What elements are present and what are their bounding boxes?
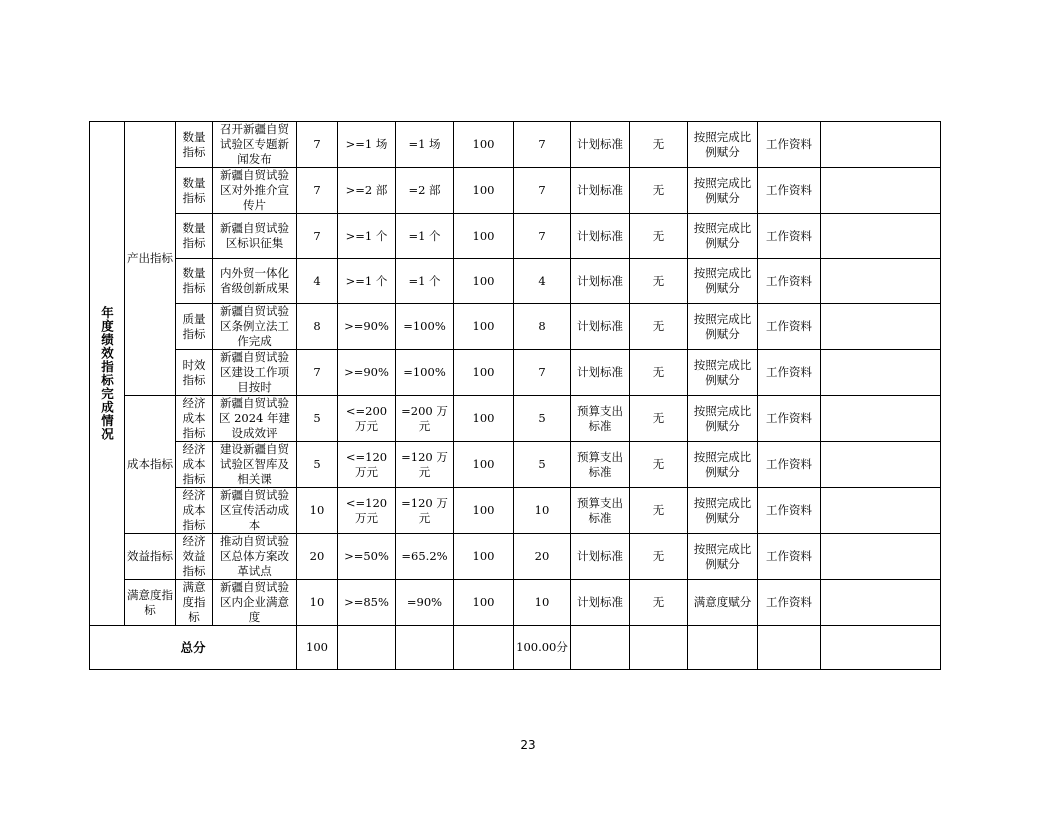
scoring-method-cell — [688, 350, 758, 396]
data-source: 工作资料 — [766, 503, 812, 517]
deviation: 无 — [652, 319, 665, 333]
target-value: >=90% — [344, 319, 389, 333]
scoring-method-cell — [688, 259, 758, 304]
indicator-name-cell — [213, 488, 297, 534]
evaluation-basis: 计划标准 — [577, 549, 623, 563]
target-value-cell — [338, 350, 396, 396]
completion-rate-cell — [454, 259, 514, 304]
data-source-cell — [758, 350, 821, 396]
indicator-name-cell — [213, 580, 297, 626]
scoring-method-cell — [688, 534, 758, 580]
score-cell — [514, 259, 571, 304]
indicator-name: 推动自贸试验区总体方案改革试点 — [220, 534, 289, 578]
page-number: 23 — [520, 738, 536, 752]
scoring-method: 按照完成比例赋分 — [693, 129, 752, 159]
completion-rate: 100 — [472, 595, 495, 609]
weight-cell — [297, 122, 338, 168]
weight: 7 — [313, 365, 321, 379]
deviation-cell — [630, 259, 688, 304]
completion-rate-cell — [454, 122, 514, 168]
indicator-type-cell — [176, 488, 213, 534]
score: 10 — [534, 595, 550, 609]
note-cell — [821, 168, 941, 214]
indicator-name: 新疆自贸试验区宣传活动成本 — [220, 488, 289, 532]
total-empty-method — [688, 626, 758, 670]
actual-value-cell — [396, 580, 454, 626]
weight-cell — [297, 168, 338, 214]
indicator-name: 新疆自贸试验区建设工作项目按时 — [220, 350, 289, 394]
section-label: 年度绩效指标完成情况 — [99, 306, 115, 441]
data-source-cell — [758, 580, 821, 626]
indicator-name-cell — [213, 214, 297, 259]
actual-value-cell — [396, 350, 454, 396]
completion-rate-cell — [454, 442, 514, 488]
data-source-cell — [758, 396, 821, 442]
deviation-cell — [630, 350, 688, 396]
actual-value: =2 部 — [408, 183, 441, 197]
target-value: >=1 场 — [345, 137, 388, 151]
group-benefit — [125, 534, 176, 580]
total-empty-rate — [454, 626, 514, 670]
evaluation-basis: 预算支出标准 — [577, 449, 623, 479]
note-cell — [821, 259, 941, 304]
indicator-type-cell — [176, 580, 213, 626]
weight: 7 — [313, 137, 321, 151]
indicator-type: 经济成本指标 — [182, 442, 206, 486]
data-source: 工作资料 — [766, 319, 812, 333]
group-output-label: 产出指标 — [127, 251, 173, 265]
actual-value-cell — [396, 214, 454, 259]
weight: 10 — [309, 503, 325, 517]
target-value: >=50% — [344, 549, 389, 563]
score: 5 — [538, 411, 546, 425]
score-cell — [514, 580, 571, 626]
indicator-type-cell — [176, 304, 213, 350]
section-label-cell — [90, 122, 125, 626]
evaluation-basis-cell — [571, 396, 630, 442]
actual-value: =200 万元 — [401, 403, 448, 433]
data-source: 工作资料 — [766, 549, 812, 563]
evaluation-basis: 计划标准 — [577, 183, 623, 197]
score: 7 — [538, 183, 546, 197]
indicator-type: 数量指标 — [182, 221, 206, 250]
score-cell — [514, 396, 571, 442]
indicator-name: 新疆自贸试验区 2024 年建设成效评 — [218, 396, 291, 440]
indicator-name: 内外贸一体化省级创新成果 — [220, 266, 289, 295]
indicator-name-cell — [213, 168, 297, 214]
scoring-method-cell — [688, 396, 758, 442]
data-source: 工作资料 — [766, 273, 812, 288]
indicator-type-cell — [176, 350, 213, 396]
indicator-name-cell — [213, 534, 297, 580]
data-source: 工作资料 — [766, 411, 812, 425]
weight-cell — [297, 214, 338, 259]
score-cell — [514, 168, 571, 214]
scoring-method: 满意度赋分 — [693, 595, 752, 609]
deviation: 无 — [652, 503, 665, 517]
target-value: >=90% — [344, 365, 389, 379]
score: 7 — [538, 365, 546, 379]
score: 4 — [538, 273, 546, 288]
target-value-cell — [338, 580, 396, 626]
scoring-method: 按照完成比例赋分 — [693, 266, 752, 295]
actual-value-cell — [396, 488, 454, 534]
actual-value: =100% — [403, 319, 446, 333]
completion-rate-cell — [454, 396, 514, 442]
actual-value-cell — [396, 534, 454, 580]
completion-rate: 100 — [472, 365, 495, 379]
performance-table — [89, 121, 941, 670]
completion-rate-cell — [454, 350, 514, 396]
target-value: >=1 个 — [345, 273, 388, 288]
total-empty-actual — [396, 626, 454, 670]
evaluation-basis-cell — [571, 304, 630, 350]
scoring-method-cell — [688, 442, 758, 488]
indicator-type-cell — [176, 396, 213, 442]
target-value-cell — [338, 214, 396, 259]
score-cell — [514, 442, 571, 488]
indicator-name: 新疆自贸试验区内企业满意度 — [220, 580, 289, 624]
total-empty-basis — [571, 626, 630, 670]
indicator-type-cell — [176, 168, 213, 214]
total-label-cell — [90, 626, 297, 670]
weight-cell — [297, 580, 338, 626]
score: 7 — [538, 137, 546, 151]
completion-rate-cell — [454, 534, 514, 580]
score-cell — [514, 122, 571, 168]
deviation-cell — [630, 442, 688, 488]
evaluation-basis: 计划标准 — [577, 273, 623, 288]
scoring-method: 按照完成比例赋分 — [693, 403, 752, 433]
weight-cell — [297, 396, 338, 442]
note-cell — [821, 580, 941, 626]
indicator-name-cell — [213, 259, 297, 304]
actual-value: =120 万元 — [401, 449, 448, 479]
target-value-cell — [338, 396, 396, 442]
scoring-method: 按照完成比例赋分 — [693, 449, 752, 479]
scoring-method-cell — [688, 122, 758, 168]
note-cell — [821, 304, 941, 350]
indicator-name: 新疆自贸试验区条例立法工作完成 — [220, 304, 289, 348]
weight-cell — [297, 350, 338, 396]
indicator-name: 建设新疆自贸试验区智库及相关课 — [220, 442, 289, 486]
evaluation-basis-cell — [571, 350, 630, 396]
evaluation-basis-cell — [571, 580, 630, 626]
score: 5 — [538, 457, 546, 471]
note-cell — [821, 396, 941, 442]
score-cell — [514, 350, 571, 396]
scoring-method-cell — [688, 304, 758, 350]
score: 20 — [534, 549, 550, 563]
data-source-cell — [758, 168, 821, 214]
data-source-cell — [758, 534, 821, 580]
indicator-name: 召开新疆自贸试验区专题新闻发布 — [220, 122, 289, 166]
target-value: <=200 万元 — [345, 403, 388, 433]
deviation: 无 — [652, 457, 665, 471]
evaluation-basis-cell — [571, 488, 630, 534]
deviation: 无 — [652, 228, 665, 243]
indicator-name: 新疆自贸试验区标识征集 — [220, 221, 289, 250]
data-source: 工作资料 — [766, 595, 812, 609]
indicator-type: 经济成本指标 — [182, 396, 206, 440]
indicator-type-cell — [176, 534, 213, 580]
deviation: 无 — [652, 549, 665, 563]
scoring-method: 按照完成比例赋分 — [693, 221, 752, 250]
evaluation-basis: 预算支出标准 — [577, 495, 623, 525]
evaluation-basis-cell — [571, 168, 630, 214]
weight: 5 — [313, 457, 321, 471]
indicator-name-cell — [213, 350, 297, 396]
score-cell — [514, 214, 571, 259]
weight: 10 — [309, 595, 325, 609]
evaluation-basis: 计划标准 — [577, 319, 623, 333]
data-source-cell — [758, 259, 821, 304]
deviation: 无 — [652, 365, 665, 379]
deviation-cell — [630, 534, 688, 580]
note-cell — [821, 534, 941, 580]
actual-value: =90% — [406, 595, 443, 609]
group-cost-label: 成本指标 — [127, 457, 173, 471]
group-benefit-label: 效益指标 — [127, 549, 173, 563]
data-source-cell — [758, 214, 821, 259]
evaluation-basis: 计划标准 — [577, 595, 623, 609]
completion-rate: 100 — [472, 228, 495, 243]
target-value-cell — [338, 168, 396, 214]
deviation-cell — [630, 396, 688, 442]
indicator-type: 质量指标 — [182, 311, 206, 341]
actual-value: =1 场 — [408, 137, 441, 151]
group-satisfaction — [125, 580, 176, 626]
total-empty-source — [758, 626, 821, 670]
deviation-cell — [630, 122, 688, 168]
indicator-type: 满意度指标 — [182, 580, 206, 624]
evaluation-basis: 计划标准 — [577, 228, 623, 243]
deviation-cell — [630, 580, 688, 626]
scoring-method: 按照完成比例赋分 — [693, 175, 752, 205]
score: 8 — [538, 319, 546, 333]
scoring-method: 按照完成比例赋分 — [693, 541, 752, 571]
group-output — [125, 122, 176, 396]
note-cell — [821, 214, 941, 259]
evaluation-basis: 计划标准 — [577, 137, 623, 151]
score-cell — [514, 534, 571, 580]
group-satisfaction-label: 满意度指标 — [127, 587, 173, 617]
note-cell — [821, 122, 941, 168]
deviation-cell — [630, 168, 688, 214]
actual-value-cell — [396, 122, 454, 168]
score: 7 — [538, 228, 546, 243]
evaluation-basis-cell — [571, 214, 630, 259]
total-empty-note — [821, 626, 941, 670]
actual-value: =65.2% — [401, 549, 448, 563]
target-value: >=2 部 — [345, 183, 388, 197]
completion-rate: 100 — [472, 457, 495, 471]
deviation: 无 — [652, 183, 665, 197]
completion-rate: 100 — [472, 503, 495, 517]
indicator-name-cell — [213, 122, 297, 168]
data-source-cell — [758, 304, 821, 350]
deviation-cell — [630, 214, 688, 259]
evaluation-basis-cell — [571, 122, 630, 168]
actual-value-cell — [396, 396, 454, 442]
actual-value-cell — [396, 442, 454, 488]
data-source-cell — [758, 442, 821, 488]
target-value: <=120 万元 — [345, 449, 388, 479]
note-cell — [821, 488, 941, 534]
indicator-type: 经济效益指标 — [182, 534, 206, 578]
scoring-method-cell — [688, 580, 758, 626]
total-label: 总分 — [180, 639, 206, 655]
scoring-method: 按照完成比例赋分 — [693, 495, 752, 525]
score-cell — [514, 304, 571, 350]
indicator-type-cell — [176, 442, 213, 488]
weight-cell — [297, 304, 338, 350]
target-value-cell — [338, 304, 396, 350]
actual-value-cell — [396, 168, 454, 214]
completion-rate-cell — [454, 488, 514, 534]
indicator-type: 数量指标 — [182, 266, 206, 295]
data-source-cell — [758, 122, 821, 168]
deviation: 无 — [652, 137, 665, 151]
weight-cell — [297, 259, 338, 304]
target-value-cell — [338, 259, 396, 304]
actual-value-cell — [396, 304, 454, 350]
completion-rate: 100 — [472, 273, 495, 288]
data-source: 工作资料 — [766, 228, 812, 243]
completion-rate: 100 — [472, 319, 495, 333]
total-empty-deviation — [630, 626, 688, 670]
target-value: <=120 万元 — [345, 495, 388, 525]
scoring-method-cell — [688, 488, 758, 534]
deviation: 无 — [652, 595, 665, 609]
completion-rate-cell — [454, 214, 514, 259]
total-score-text: 100.00分 — [516, 640, 568, 654]
indicator-type: 时效指标 — [182, 357, 206, 387]
weight: 8 — [313, 319, 321, 333]
score: 10 — [534, 503, 550, 517]
scoring-method-cell — [688, 168, 758, 214]
indicator-name-cell — [213, 304, 297, 350]
data-source: 工作资料 — [766, 183, 812, 197]
target-value-cell — [338, 442, 396, 488]
scoring-method: 按照完成比例赋分 — [693, 357, 752, 387]
completion-rate-cell — [454, 168, 514, 214]
data-source: 工作资料 — [766, 365, 812, 379]
completion-rate: 100 — [472, 183, 495, 197]
indicator-type: 数量指标 — [182, 129, 206, 159]
indicator-name: 新疆自贸试验区对外推介宣传片 — [220, 168, 289, 212]
group-cost — [125, 396, 176, 534]
total-weight: 100 — [297, 626, 338, 670]
actual-value: =1 个 — [408, 228, 441, 243]
actual-value: =120 万元 — [401, 495, 448, 525]
weight-cell — [297, 488, 338, 534]
indicator-type-cell — [176, 214, 213, 259]
note-cell — [821, 350, 941, 396]
evaluation-basis-cell — [571, 534, 630, 580]
score-cell — [514, 488, 571, 534]
note-cell — [821, 442, 941, 488]
deviation: 无 — [652, 411, 665, 425]
weight: 7 — [313, 183, 321, 197]
indicator-type: 经济成本指标 — [182, 488, 206, 532]
deviation: 无 — [652, 273, 665, 288]
evaluation-basis-cell — [571, 259, 630, 304]
target-value: >=1 个 — [345, 228, 388, 243]
indicator-type-cell — [176, 122, 213, 168]
weight-cell — [297, 442, 338, 488]
total-score — [514, 626, 571, 670]
weight: 5 — [313, 411, 321, 425]
weight: 4 — [313, 273, 321, 288]
completion-rate: 100 — [472, 549, 495, 563]
target-value: >=85% — [344, 595, 389, 609]
evaluation-basis: 计划标准 — [577, 365, 623, 379]
completion-rate: 100 — [472, 137, 495, 151]
weight-cell — [297, 534, 338, 580]
deviation-cell — [630, 304, 688, 350]
indicator-type-cell — [176, 259, 213, 304]
scoring-method-cell — [688, 214, 758, 259]
target-value-cell — [338, 122, 396, 168]
completion-rate-cell — [454, 580, 514, 626]
actual-value: =1 个 — [408, 273, 441, 288]
target-value-cell — [338, 534, 396, 580]
completion-rate: 100 — [472, 411, 495, 425]
weight: 7 — [313, 228, 321, 243]
target-value-cell — [338, 488, 396, 534]
indicator-type: 数量指标 — [182, 175, 206, 205]
deviation-cell — [630, 488, 688, 534]
actual-value-cell — [396, 259, 454, 304]
completion-rate-cell — [454, 304, 514, 350]
indicator-name-cell — [213, 442, 297, 488]
evaluation-basis-cell — [571, 442, 630, 488]
weight: 20 — [309, 549, 325, 563]
data-source-cell — [758, 488, 821, 534]
total-empty-target — [338, 626, 396, 670]
indicator-name-cell — [213, 396, 297, 442]
data-source: 工作资料 — [766, 457, 812, 471]
evaluation-basis: 预算支出标准 — [577, 403, 623, 433]
scoring-method: 按照完成比例赋分 — [693, 311, 752, 341]
actual-value: =100% — [403, 365, 446, 379]
data-source: 工作资料 — [766, 137, 812, 151]
